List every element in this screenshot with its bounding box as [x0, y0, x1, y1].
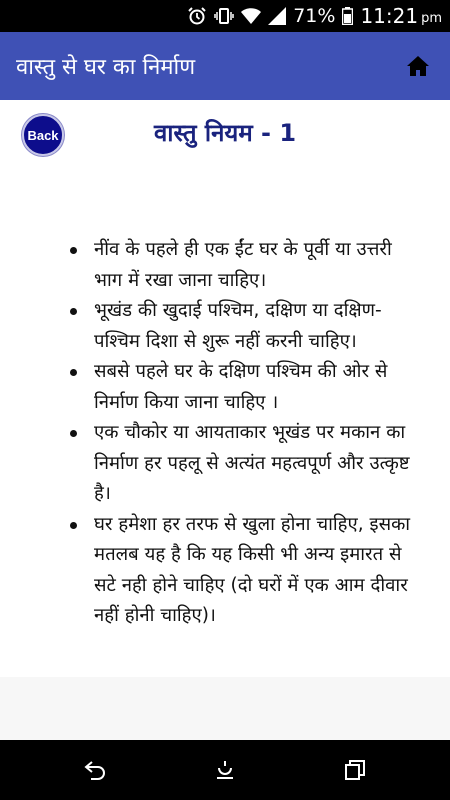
app-bar	[0, 32, 450, 100]
list-item	[64, 510, 424, 632]
list-item	[64, 357, 424, 418]
status-bar	[0, 0, 450, 32]
nav-back-button[interactable]	[70, 745, 120, 795]
rule-text: सबसे पहले घर के दक्षिण पश्चिम की ओर से निर्माण किया जाना चाहिए ।	[94, 361, 388, 413]
list-item	[64, 418, 424, 510]
home-nav-icon	[213, 758, 237, 782]
bullet-icon	[70, 430, 77, 437]
rule-text: भूखंड की खुदाई पश्चिम, दक्षिण या दक्षिण-पश्चिम दिशा से शुरू नहीं करनी चाहिए।	[94, 300, 382, 352]
wifi-icon	[241, 7, 261, 25]
list-item	[64, 235, 424, 296]
nav-home-button[interactable]	[200, 745, 250, 795]
list-item	[64, 296, 424, 357]
bullet-icon	[70, 369, 77, 376]
bullet-icon	[70, 522, 77, 529]
home-icon	[406, 55, 430, 77]
rule-text: एक चौकोर या आयताकार भूखंड पर मकान का निर्माण हर पहलू से अत्यंत महत्वपूर्ण और उत्कृष्ट है।	[94, 422, 410, 504]
home-button[interactable]	[398, 46, 438, 86]
clock-ampm: pm	[421, 10, 442, 26]
page-title: वास्तु नियम - 1	[153, 119, 297, 147]
navigation-bar	[0, 740, 450, 800]
nav-recents-button[interactable]	[330, 745, 380, 795]
battery-percent: 71%	[293, 5, 336, 27]
battery-icon	[342, 7, 353, 25]
rule-text: घर हमेशा हर तरफ से खुला होना चाहिए, इसका मतलब यह है कि यह किसी भी अन्य इमारत से सटे नही होने चाहिए (दो घरों में एक आम दीवार नहीं होनी चाहिए)।	[94, 513, 411, 626]
recents-nav-icon	[344, 759, 366, 781]
rules-list	[64, 235, 424, 632]
bullet-icon	[70, 308, 77, 315]
bullet-icon	[70, 247, 77, 254]
footer-divider	[0, 677, 450, 740]
app-title: वास्तु से घर का निर्माण	[16, 55, 196, 80]
alarm-icon	[187, 7, 207, 25]
content-area	[0, 100, 450, 740]
back-nav-icon	[83, 760, 107, 780]
vibrate-icon	[214, 7, 234, 25]
signal-icon	[268, 7, 286, 25]
back-button[interactable]: Back	[22, 114, 64, 156]
rule-text: नींव के पहले ही एक ईंट घर के पूर्वी या उत्तरी भाग में रखा जाना चाहिए।	[94, 239, 392, 291]
clock-time: 11:21	[360, 4, 419, 28]
